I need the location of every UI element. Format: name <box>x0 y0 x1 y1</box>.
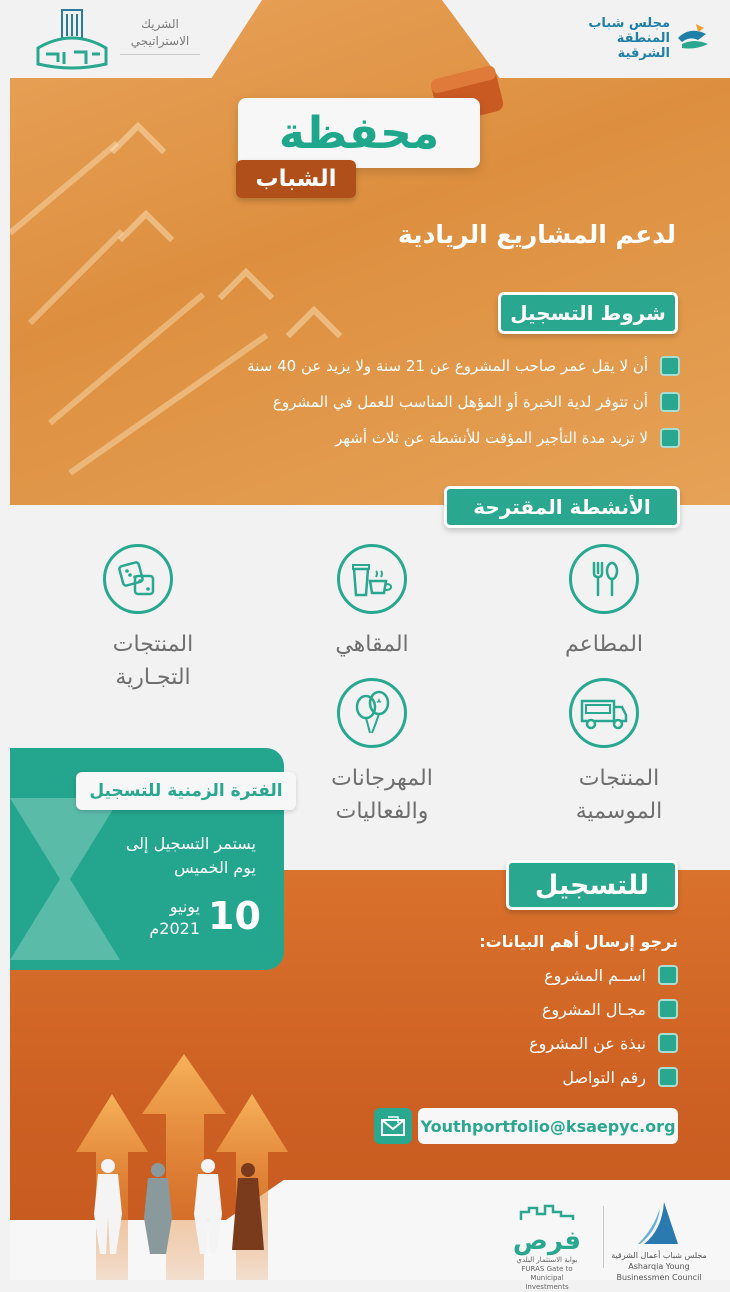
period-text-line2: يوم الخميس <box>174 858 256 877</box>
business-council-logo <box>604 1200 714 1283</box>
period-month-name: يونيو <box>169 897 200 916</box>
bullet-square-icon <box>658 1033 678 1053</box>
activity-commercial-products <box>63 544 213 694</box>
register-heading: للتسجيل <box>506 860 678 910</box>
activity-label: المنتجات التجـارية <box>112 632 194 690</box>
condition-text: لا تزيد مدة التأجير المؤقت للأنشطة عن ثلاث أشهر <box>335 429 648 447</box>
register-subheading: نرجو إرسال أهم البيانات: <box>479 932 678 951</box>
decor-arrow-head <box>218 268 275 325</box>
period-text <box>76 832 256 880</box>
logo-line2: المنطقة الشرقية <box>616 31 670 61</box>
register-item-text: اســم المشروع <box>544 965 646 985</box>
decor-arrow-line <box>8 141 119 236</box>
balloons-icon <box>352 691 392 735</box>
council-name-ar: مجلس شباب أعمال الشرقية <box>611 1251 707 1260</box>
activity-icon-circle <box>337 544 407 614</box>
list-item <box>160 420 680 456</box>
logo-line1: مجلس شباب <box>588 16 670 31</box>
decor-arrow-head <box>118 210 175 267</box>
decor-arrow-head <box>110 122 167 179</box>
register-item-text: مجـال المشروع <box>541 999 646 1019</box>
hero-subtitle: لدعم المشاريع الريادية <box>398 220 676 249</box>
furas-line2: FURAS Gate to Municipal Investments <box>521 1265 573 1291</box>
list-item <box>160 384 680 420</box>
conditions-list <box>160 348 680 456</box>
mail-icon[interactable] <box>374 1108 412 1144</box>
register-list <box>378 958 678 1094</box>
activity-label: المطاعم <box>564 632 644 657</box>
period-year: 2021م <box>149 919 200 938</box>
sail-icon <box>634 1200 684 1246</box>
period-text-line1: يستمر التسجيل إلى <box>125 834 256 853</box>
activity-icon-circle <box>569 544 639 614</box>
partner-text <box>120 16 200 55</box>
decor-arrow-line <box>28 229 124 325</box>
activity-label: المهرجانات والفعاليات <box>331 766 433 824</box>
hero-title: محفظة <box>278 107 440 159</box>
condition-text: أن تتوفر لدية الخبرة أو المؤهل المناسب للعمل في المشروع <box>272 393 648 411</box>
coffee-cup-icon <box>350 559 394 599</box>
period-month <box>134 896 200 940</box>
register-item-text: نبذة عن المشروع <box>529 1033 646 1053</box>
bullet-square-icon <box>660 392 680 412</box>
bullet-square-icon <box>658 999 678 1019</box>
dice-icon <box>117 558 159 600</box>
hero-title-tag-text: الشباب <box>255 166 337 192</box>
youth-council-logo <box>560 16 710 61</box>
activity-icon-circle <box>103 544 173 614</box>
bullet-square-icon <box>658 965 678 985</box>
activity-label: المقاهي <box>335 632 409 657</box>
strategic-partner-logo <box>34 8 194 72</box>
bullet-square-icon <box>660 356 680 376</box>
period-day: 10 <box>208 894 261 938</box>
activity-restaurants <box>529 544 679 661</box>
list-item <box>378 958 678 992</box>
envelope-icon <box>381 1115 405 1137</box>
municipality-emblem-icon <box>34 8 110 72</box>
partner-line1: الشريك <box>141 17 179 31</box>
council-name-en: Asharqia Young Businessmen Council <box>616 1262 702 1282</box>
furas-logo <box>512 1204 582 1292</box>
bullet-square-icon <box>660 428 680 448</box>
activity-festivals <box>297 678 447 828</box>
furas-wordmark: فرص <box>512 1226 582 1256</box>
activity-icon-circle <box>569 678 639 748</box>
list-item <box>378 992 678 1026</box>
footer-divider <box>603 1206 604 1268</box>
furas-line1: بوابة الاستثمار البلدي <box>516 1256 578 1264</box>
hero-title-card <box>238 98 480 168</box>
email-link[interactable]: Youthportfolio@ksaepyc.org <box>418 1108 678 1144</box>
hero-title-tag <box>236 160 356 198</box>
list-item <box>378 1026 678 1060</box>
bullet-square-icon <box>658 1067 678 1087</box>
list-item <box>378 1060 678 1094</box>
activity-label: المنتجات الموسمية <box>575 766 663 824</box>
fork-spoon-icon <box>584 559 624 599</box>
people-illustration <box>88 1158 288 1258</box>
conditions-heading: شروط التسجيل <box>498 292 678 334</box>
list-item <box>160 348 680 384</box>
activities-heading: الأنشطة المقترحة <box>444 486 680 528</box>
food-truck-icon <box>580 695 628 731</box>
activity-seasonal-products <box>529 678 679 828</box>
condition-text: أن لا يقل عمر صاحب المشروع عن 21 سنة ولا يزيد عن 40 سنة <box>247 357 648 375</box>
register-item-text: رقم التواصل <box>562 1067 646 1087</box>
period-heading: الفترة الزمنية للتسجيل <box>76 772 296 810</box>
skyline-icon <box>519 1204 575 1222</box>
partner-line2: الاستراتيجي <box>130 34 190 48</box>
activity-icon-circle <box>337 678 407 748</box>
activity-cafes <box>297 544 447 661</box>
bird-icon <box>676 20 710 54</box>
